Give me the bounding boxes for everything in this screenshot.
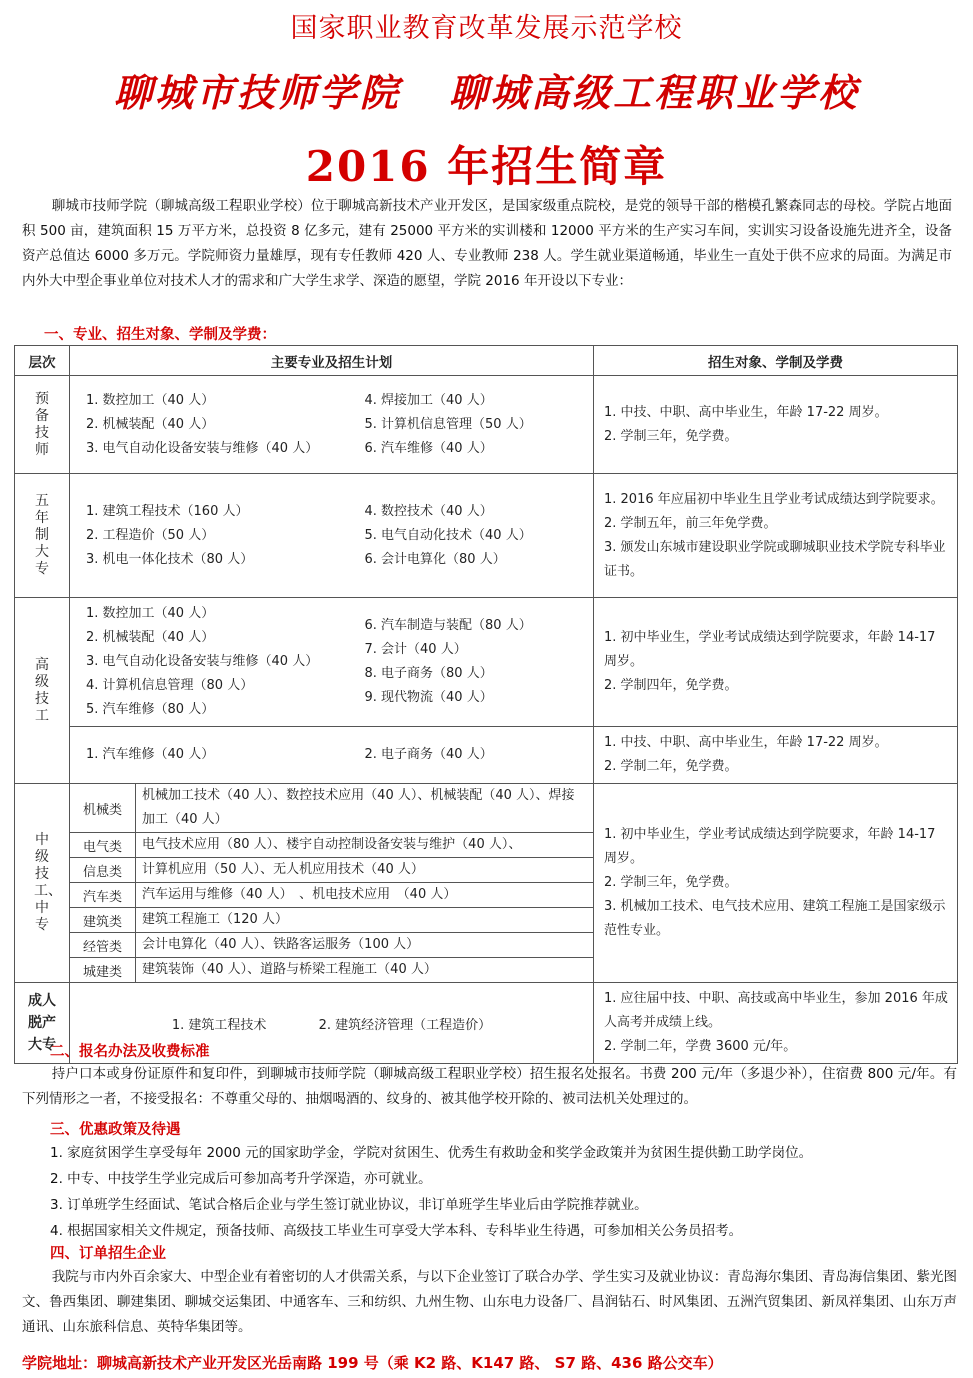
table-row-senior (15, 598, 958, 727)
level-five-year: 五年制大专 (15, 474, 70, 598)
header-level: 层次 (15, 346, 70, 376)
list-item: 2. 机械装配（40 人） (86, 416, 215, 432)
category-name: 经管类 (70, 933, 136, 958)
requirements-senior: 1. 初中毕业生，学业考试成绩达到学院要求，年龄 14-17 周岁。 2. 学制四年，免学费。 (594, 598, 958, 727)
category-name: 电气类 (70, 833, 136, 858)
level-senior: 高级技工 (15, 598, 70, 784)
list-item: 3. 机电一体化技术（80 人） (86, 551, 254, 567)
programs-senior-2 (70, 727, 594, 784)
list-item: 4. 数控技术（40 人） (364, 503, 493, 519)
level-prep: 预备技师 (15, 376, 70, 474)
section-1-heading: 一、专业、招生对象、学制及学费： (44, 327, 276, 343)
table-row-middle-cat-1 (15, 784, 958, 833)
category-programs: 建筑工程施工（120 人） (136, 908, 594, 933)
table-row-prep (15, 376, 958, 474)
list-item: 2. 电子商务（40 人） (364, 747, 493, 762)
list-item: 6. 会计电算化（80 人） (364, 551, 506, 567)
list-item: 6. 汽车制造与装配（80 人） (364, 618, 532, 633)
category-programs: 电气技术应用（80 人）、楼宇自动控制设备安装与维护（40 人）、 (136, 833, 594, 858)
header-programs: 主要专业及招生计划 (70, 346, 594, 376)
table-row-five-year (15, 474, 958, 598)
requirements-five-year: 1. 2016 年应届初中毕业生且学业考试成绩达到学院要求。 2. 学制五年，前三年免学费。 3. 颁发山东城市建设职业学院或聊城职业技术学院专科毕业证书。 (594, 474, 958, 598)
intro-paragraph: 聊城市技师学院（聊城高级工程职业学校）位于聊城高新技术产业开发区，是国家级重点院校，是党的领导干部的楷模孔繁森同志的母校。学院占地面积 500 亩，建筑面积 15 万平方米，总投资 8 亿多元，建有 25000 平方米的实训楼和 12000 平方米的生产实习车间，实训实习设备设施先进齐全，设备资产总值达 6000 多万元。学院师资力量雄厚，现有专任教师 420 人、专业教师 238 人。学生就业渠道畅通，毕业生一直处于供不应求的局面。为满足市内外大中型企事业单位对技术人才的需求和广大学生求学、深造的愿望，学院 2016 年开设以下专业： (22, 198, 952, 289)
partners-paragraph: 我院与市内外百余家大、中型企业有着密切的人才供需关系，与以下企业签订了联合办学、学生实习及就业协议：青岛海尔集团、青岛海信集团、紫光图文、鲁西集团、聊建集团、聊城交运集团、中通客车、三和纺织、九州生物、山东电力设备厂、昌润钻石、时风集团、五洲汽贸集团、新凤祥集团、山东万声通讯、山东旅科信息、英特华集团等。 (22, 1269, 957, 1335)
school-name-1: 聊城市技师学院 (113, 70, 401, 115)
school-names (0, 62, 973, 117)
programs-prep (70, 376, 594, 474)
school-name-2: 聊城高级工程职业学校 (449, 70, 860, 115)
header-requirements: 招生对象、学制及学费 (594, 346, 958, 376)
list-item: 3. 电气自动化设备安装与维修（40 人） (86, 654, 319, 669)
requirements-prep: 1. 中技、中职、高中毕业生，年龄 17-22 周岁。 2. 学制三年，免学费。 (594, 376, 958, 474)
list-item: 8. 电子商务（80 人） (364, 666, 493, 681)
list-item: 1. 家庭贫困学生享受每年 2000 元的国家助学金，学院对贫困生、优秀生有救助金和奖学金政策并为贫困生提供勤工助学岗位。 (50, 1145, 813, 1161)
level-middle: 中级技工、中专 (15, 784, 70, 983)
school-address: 学院地址：聊城高新技术产业开发区光岳南路 199 号（乘 K2 路、K147 路、 S7 路、436 路公交车） (22, 1354, 723, 1372)
programs-five-year (70, 474, 594, 598)
category-programs: 汽车运用与维修（40 人） 、机电技术应用 （40 人） (136, 883, 594, 908)
list-item: 2. 建筑经济管理（工程造价） (318, 1017, 492, 1033)
category-name: 城建类 (70, 958, 136, 983)
table-header-row (15, 346, 958, 376)
list-item: 1. 建筑工程技术 (171, 1017, 267, 1033)
registration-paragraph: 持户口本或身份证原件和复印件，到聊城市技师学院（聊城高级工程职业学校）招生报名处报名。书费 200 元/年（多退少补），住宿费 800 元/年。有下列情形之一者，不接受报名：不尊重父母的、抽烟喝酒的、纹身的、被其他学校开除的、被司法机关处理过的。 (22, 1066, 957, 1107)
list-item: 4. 焊接加工（40 人） (364, 392, 493, 408)
list-item: 9. 现代物流（40 人） (364, 690, 493, 705)
category-programs: 计算机应用（50 人）、无人机应用技术（40 人） (136, 858, 594, 883)
benefits-list (50, 1140, 960, 1244)
enrollment-table (14, 345, 958, 1064)
category-programs: 建筑装饰（40 人）、道路与桥梁工程施工（40 人） (136, 958, 594, 983)
section-3-heading: 三、优惠政策及待遇 (50, 1122, 181, 1138)
list-item: 4. 计算机信息管理（80 人） (86, 678, 254, 693)
list-item: 2. 工程造价（50 人） (86, 527, 215, 543)
list-item: 3. 电气自动化设备安装与维修（40 人） (86, 440, 319, 456)
requirements-adult: 1. 应往届中技、中职、高技或高中毕业生，参加 2016 年成人高考并成绩上线。 2. 学制二年，学费 3600 元/年。 (594, 983, 958, 1064)
list-item: 5. 电气自动化技术（40 人） (364, 527, 532, 543)
brochure-title: 2016 年招生简章 (305, 142, 668, 191)
category-name: 汽车类 (70, 883, 136, 908)
requirements-middle: 1. 初中毕业生，学业考试成绩达到学院要求，年龄 14-17 周岁。 2. 学制三年，免学费。 3. 机械加工技术、电气技术应用、建筑工程施工是国家级示范性专业。 (594, 784, 958, 983)
list-item: 1. 汽车维修（40 人） (86, 747, 215, 762)
list-item: 2. 机械装配（40 人） (86, 630, 215, 645)
category-name: 信息类 (70, 858, 136, 883)
list-item: 5. 计算机信息管理（50 人） (364, 416, 532, 432)
category-programs: 会计电算化（40 人）、铁路客运服务（100 人） (136, 933, 594, 958)
list-item: 1. 数控加工（40 人） (86, 392, 215, 408)
list-item: 2. 中专、中技学生学业完成后可参加高考升学深造，亦可就业。 (50, 1171, 432, 1187)
section-4-heading: 四、订单招生企业 (50, 1246, 166, 1262)
list-item: 6. 汽车维修（40 人） (364, 440, 493, 456)
category-name: 建筑类 (70, 908, 136, 933)
section-2-heading: 二、报名办法及收费标准 (50, 1044, 210, 1060)
level-adult: 成人脱产大专 (15, 983, 70, 1064)
category-name: 机械类 (70, 784, 136, 833)
programs-senior (70, 598, 594, 727)
list-item: 7. 会计（40 人） (364, 642, 467, 657)
requirements-senior-2: 1. 中技、中职、高中毕业生，年龄 17-22 周岁。 2. 学制二年，免学费。 (594, 727, 958, 784)
list-item: 5. 汽车维修（80 人） (86, 702, 215, 717)
list-item: 1. 数控加工（40 人） (86, 606, 215, 621)
category-programs: 机械加工技术（40 人）、数控技术应用（40 人）、机械装配（40 人）、焊接加工（40 人） (136, 784, 594, 833)
list-item: 1. 建筑工程技术（160 人） (86, 503, 249, 519)
list-item: 3. 订单班学生经面试、笔试合格后企业与学生签订就业协议，非订单班学生毕业后由学院推荐就业。 (50, 1197, 648, 1213)
list-item: 4. 根据国家相关文件规定，预备技师、高级技工毕业生可享受大学本科、专科毕业生待遇，可参加相关公务员招考。 (50, 1223, 743, 1239)
top-title: 国家职业教育改革发展示范学校 (290, 13, 683, 44)
table-row-senior-2 (15, 727, 958, 784)
